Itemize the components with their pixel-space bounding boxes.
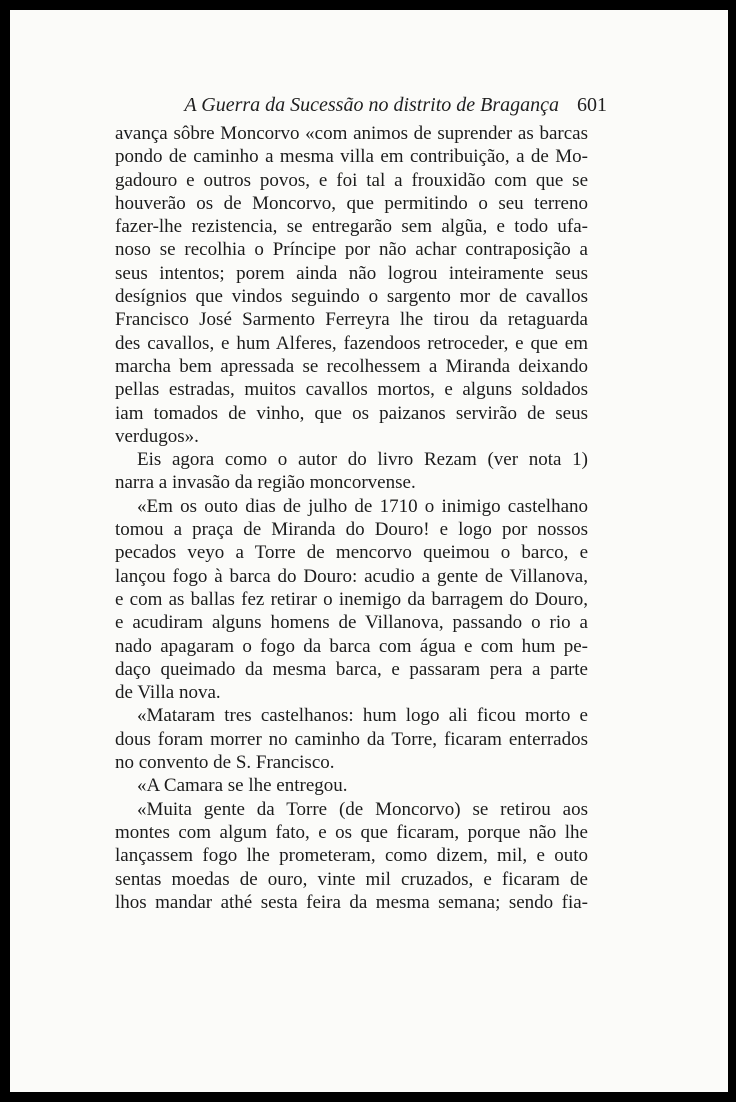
- text-line: lançassem fogo lhe prometeram, como dizem, mil, e outo: [115, 845, 588, 867]
- text-line: sentas moedas de ouro, vinte mil cruzados, e ficaram de: [115, 868, 588, 890]
- text-line: lançou fogo à barca do Douro: acudio a gente de Villanova,: [115, 565, 588, 587]
- text-line: montes com algum fato, e os que ficaram, porque não lhe: [115, 821, 588, 843]
- text-line: nado apagaram o fogo da barca com água e com hum pe-: [115, 635, 588, 657]
- text-line: gadouro e outros povos, e foi tal a frouxidão com que se: [115, 169, 588, 191]
- text-line: pellas estradas, muitos cavallos mortos, e alguns soldados: [115, 379, 588, 401]
- text-line: no convento de S. Francisco.: [115, 752, 335, 774]
- paragraph: [115, 774, 588, 797]
- text-line: pecados veyo a Torre de mencorvo queimou o barco, e: [115, 542, 588, 564]
- scanned-page: [10, 10, 728, 1092]
- text-line: marcha bem apressada se recolhessem a Miranda deixando: [115, 355, 588, 377]
- text-line: fazer-lhe rezistencia, se entregarão sem algũa, e todo ufa-: [115, 216, 588, 238]
- text-line: «Muita gente da Torre (de Moncorvo) se retirou aos: [137, 798, 588, 820]
- text-line: seus intentos; porem ainda não logrou inteiramente seus: [115, 262, 588, 284]
- text-line: tomou a praça de Miranda do Douro! e logo por nossos: [115, 519, 588, 541]
- text-line: houverão os de Moncorvo, que permitindo o seu terreno: [115, 192, 588, 214]
- text-line: Eis agora como o autor do livro Rezam (ver nota 1): [137, 449, 588, 471]
- text-line: lhos mandar athé sesta feira da mesma semana; sendo fia-: [115, 891, 588, 913]
- paragraph: [115, 495, 588, 705]
- text-line: verdugos».: [115, 425, 199, 447]
- running-header: [10, 94, 607, 117]
- paragraph: [115, 448, 588, 495]
- text-line: iam tomados de vinho, que os paizanos servirão de seus: [115, 402, 588, 424]
- text-line: des cavallos, e hum Alferes, fazendoos retroceder, e que em: [115, 332, 588, 354]
- page-number: 601: [577, 94, 607, 116]
- paragraph: [115, 122, 588, 448]
- text-line: e acudiram alguns homens de Villanova, passando o rio a: [115, 612, 588, 634]
- text-line: pondo de caminho a mesma villa em contribuição, a de Mo-: [115, 146, 588, 168]
- text-line: de Villa nova.: [115, 682, 221, 704]
- paragraph: [115, 704, 588, 774]
- body-text: [115, 122, 588, 914]
- running-title: A Guerra da Sucessão no distrito de Bragança: [184, 94, 559, 116]
- text-line: narra a invasão da região moncorvense.: [115, 472, 416, 494]
- text-line: e com as ballas fez retirar o inemigo da barragem do Douro,: [115, 588, 588, 610]
- text-line: «A Camara se lhe entregou.: [137, 775, 348, 797]
- text-line: avança sôbre Moncorvo «com animos de suprender as barcas: [115, 123, 588, 144]
- text-line: Francisco José Sarmento Ferreyra lhe tirou da retaguarda: [115, 309, 588, 331]
- text-line: «Mataram tres castelhanos: hum logo ali ficou morto e: [137, 705, 588, 727]
- text-line: daço queimado da mesma barca, e passaram pera a parte: [115, 658, 588, 680]
- text-line: dous foram morrer no caminho da Torre, ficaram enterrados: [115, 728, 588, 750]
- paragraph: [115, 798, 588, 914]
- text-line: noso se recolhia o Príncipe por não achar contraposição a: [115, 239, 588, 261]
- text-line: desígnios que vindos seguindo o sargento mor de cavallos: [115, 286, 588, 308]
- text-line: «Em os outo dias de julho de 1710 o inimigo castelhano: [137, 495, 588, 517]
